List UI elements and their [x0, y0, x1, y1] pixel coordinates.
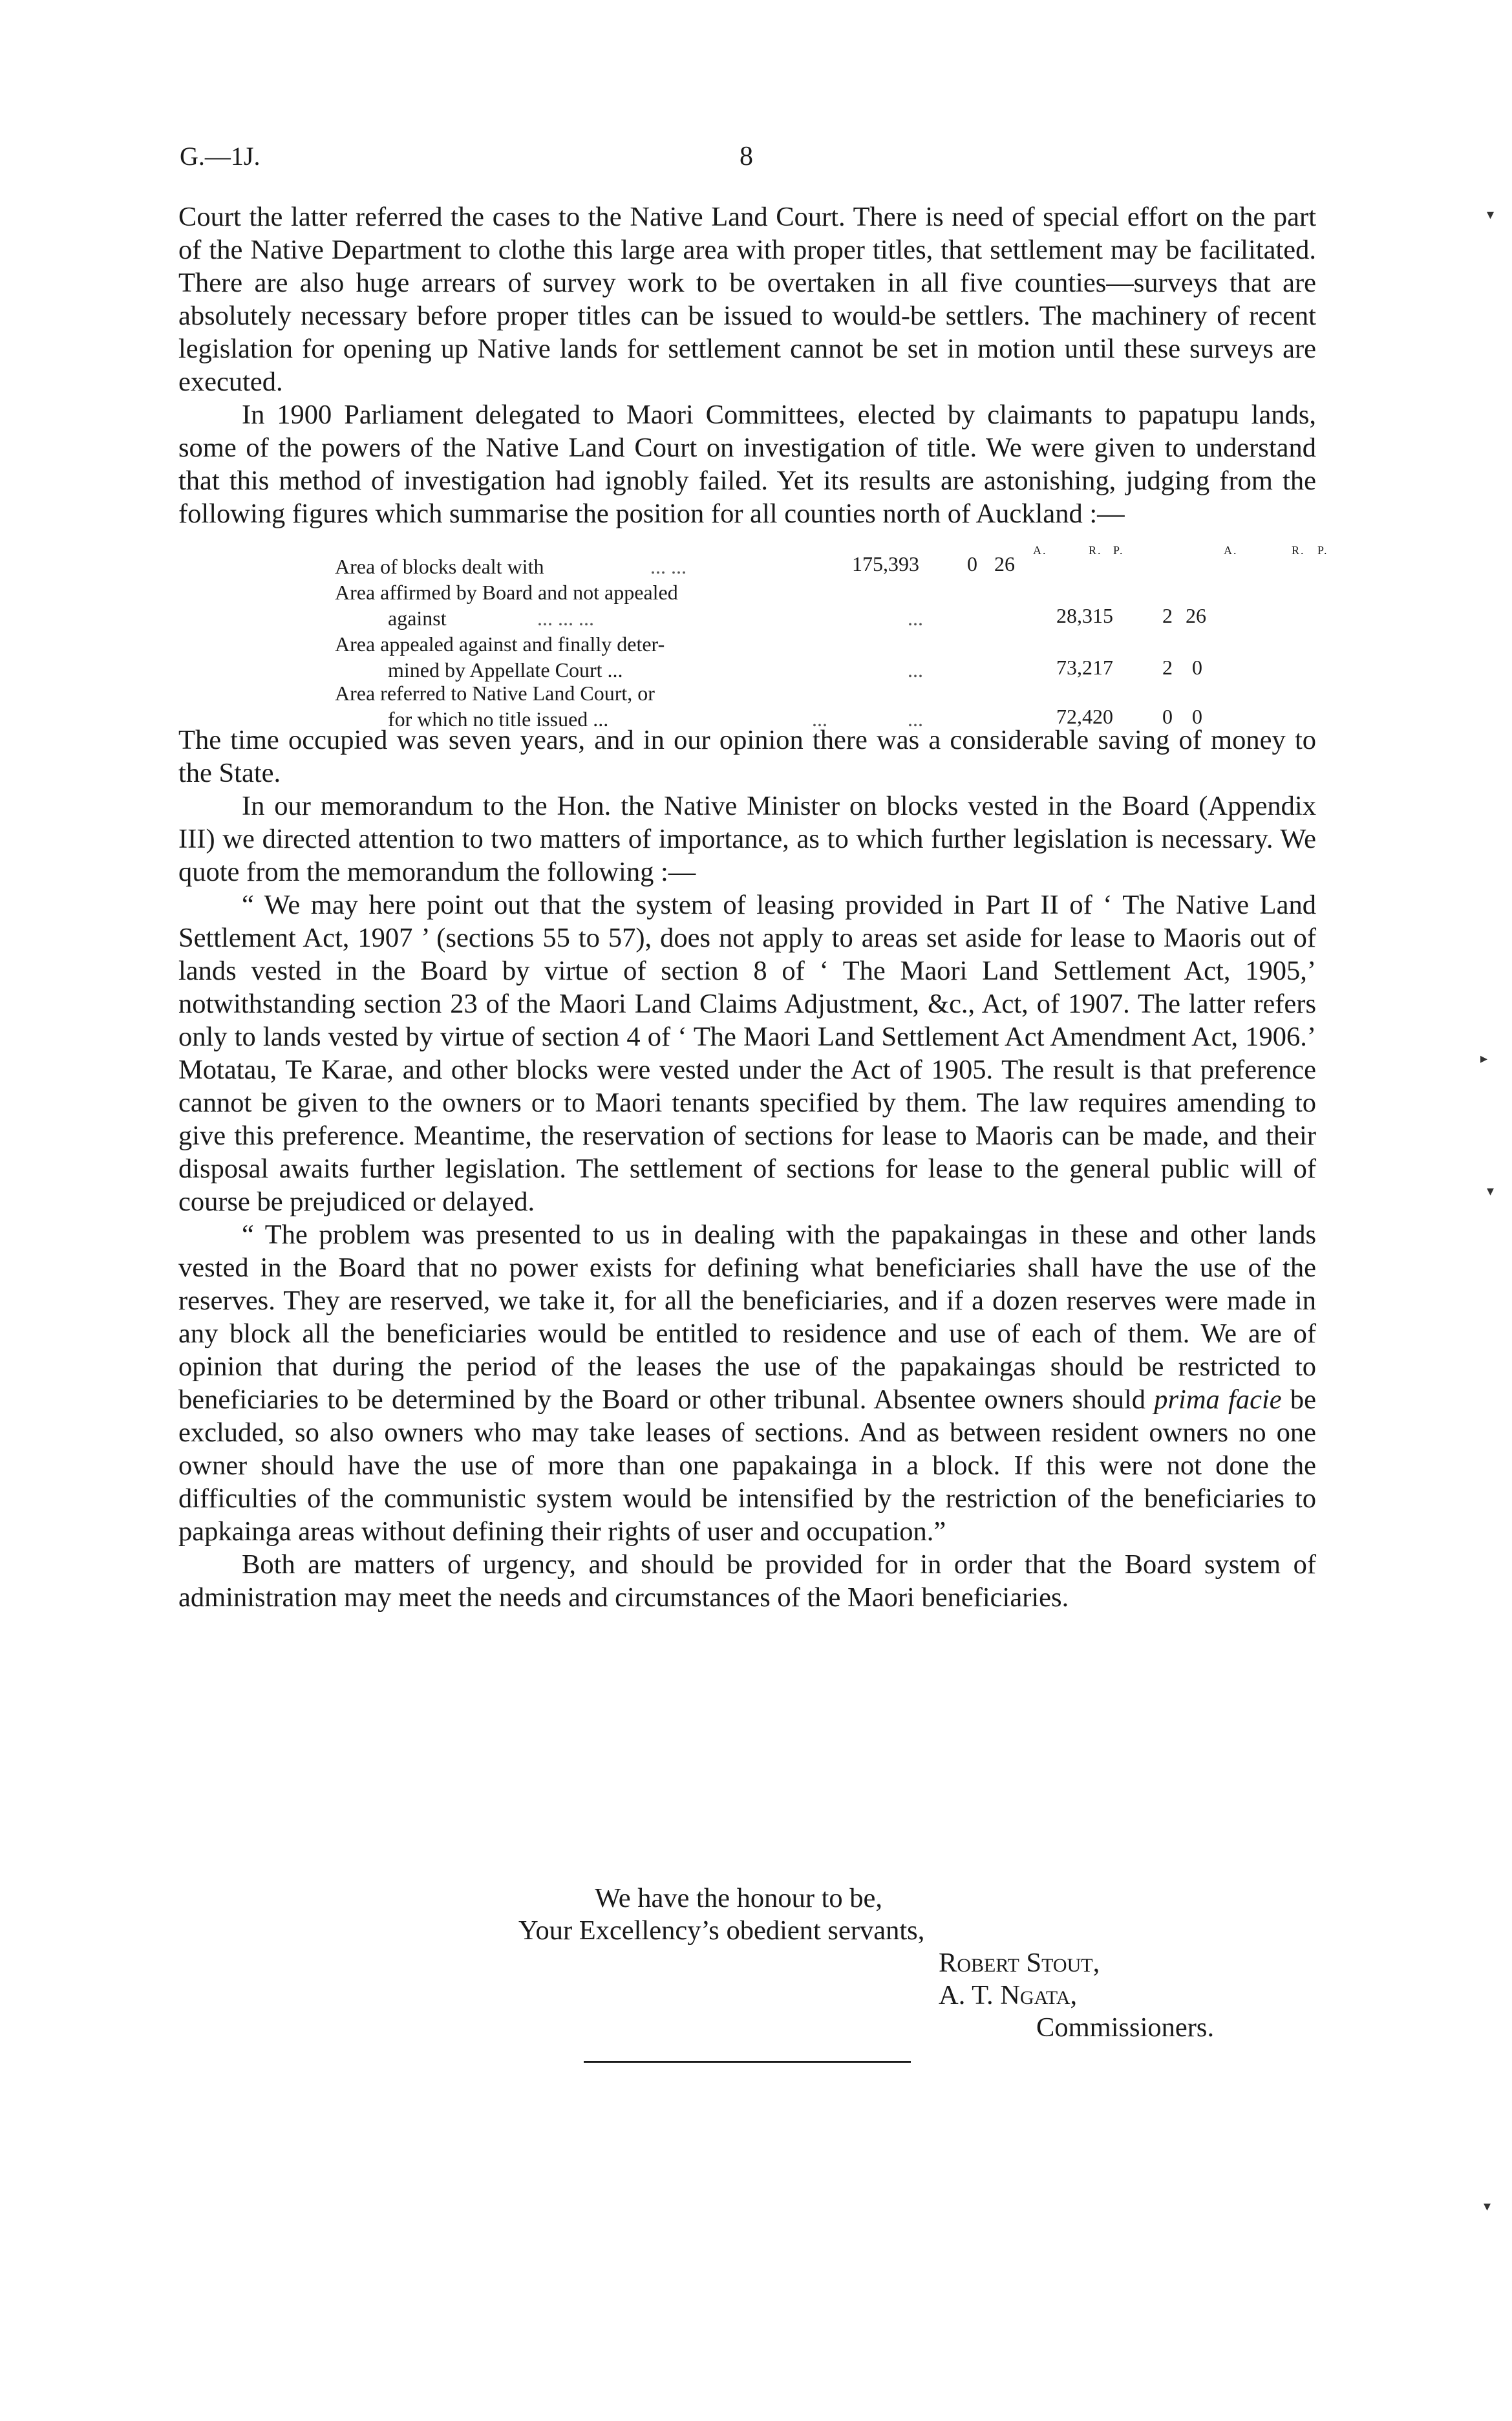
page-header: [180, 141, 1337, 180]
acres-value: 28,315: [1056, 604, 1113, 627]
perches-value: 0: [1192, 656, 1202, 679]
col-header-roods: R.: [1089, 544, 1102, 557]
row-label-continued: against: [388, 607, 447, 630]
margin-mark: ▾: [1487, 1183, 1495, 1200]
row-label: Area appealed against and finally deter-: [335, 632, 665, 656]
margin-mark: ▾: [1487, 207, 1495, 223]
leader-dots: ...: [908, 658, 923, 682]
acres-value: 72,420: [1056, 705, 1113, 728]
roods-value: 0: [967, 552, 977, 576]
signatory-2: A. T. Ngata,: [939, 1980, 1078, 2010]
row-label-continued: mined by Appellate Court ...: [388, 658, 623, 682]
document-reference: G.—1J.: [180, 142, 261, 171]
area-table: [178, 530, 1328, 731]
perches-value: 26: [1186, 604, 1206, 627]
col-header-acres: A.: [1033, 544, 1047, 557]
perches-value: 0: [1192, 705, 1202, 728]
perches-value: 26: [994, 552, 1015, 576]
leader-dots: ... ... ...: [537, 607, 594, 630]
paragraph-3: The time occupied was seven years, and in our opinion there was a considerable saving of money to the State.: [178, 725, 1316, 788]
col-header-roods: R.: [1292, 544, 1305, 557]
leader-dots: ...: [812, 707, 827, 731]
leader-dots: ... ...: [650, 555, 687, 578]
quote-text: “ The problem was presented to us in dealing with the papakaingas in these and other lands vested in the Board that no power exists for defining what beneficiaries shall have the use of the reserves. They are reserved, we take it, for all the beneficiaries, and if a dozen reserves were made in any block all the beneficiaries would be entitled to residence and use of each of them. We are of opinion that during the period of the leases the use of the papakaingas should be restricted to beneficiaries to be determined by the Board or other tribunal. Absentee owners should: [178, 1220, 1316, 1415]
closing-line-2: Your Excellency’s obedient servants,: [518, 1915, 925, 1946]
closing-line-1: We have the honour to be,: [595, 1883, 883, 1913]
roods-value: 2: [1162, 604, 1173, 627]
col-header-perches: P.: [1113, 544, 1124, 557]
row-label: Area referred to Native Land Court, or: [335, 682, 655, 705]
acres-value: 175,393: [852, 552, 919, 576]
acres-value: 73,217: [1056, 656, 1113, 679]
italic-phrase: prima facie: [1154, 1384, 1282, 1415]
signatory-1: Robert Stout,: [939, 1948, 1100, 1978]
paragraph-1: Court the latter referred the cases to the Native Land Court. There is need of special effort on the part of the Native Department to clothe this large area with proper titles, that settlement may be facilitated. There are also huge arrears of survey work to be overtaken in all five counties—surveys that are absolutely necessary before proper titles can be issued to would-be settlers. The machinery of recent legislation for opening up Native lands for settlement cannot be set in motion until these surveys are executed.: [178, 202, 1316, 397]
paragraph-4: In our memorandum to the Hon. the Native Minister on blocks vested in the Board (Appendix III) we directed attention to two matters of importance, as to which further legislation is necessary. We quote from the memorandum the following :—: [178, 791, 1316, 887]
roods-value: 0: [1162, 705, 1173, 728]
page-number: 8: [740, 142, 753, 171]
leader-dots: ...: [908, 707, 923, 731]
paragraph-7: Both are matters of urgency, and should be provided for in order that the Board system of administration may meet the needs and circumstances of the Maori beneficiaries.: [178, 1549, 1316, 1613]
quoted-paragraph-1: “ We may here point out that the system of leasing provided in Part II of ‘ The Native Land Settlement Act, 1907 ’ (sections 55 to 57), does not apply to areas set aside for lease to Maoris out of lands vested in the Board by virtue of section 8 of ‘ The Maori Land Settlement Act, 1905,’ notwithstanding section 23 of the Maori Land Claims Adjustment, &c., Act, of 1907. The latter refers only to lands vested by virtue of section 4 of ‘ The Maori Land Settlement Act Amendment Act, 1906.’ Motatau, Te Karae, and other blocks were vested under the Act of 1905. The result is that preference cannot be given to the owners or to Maori tenants specified by them. The law requires amending to give this preference. Meantime, the reservation of sections for lease to Maoris can be made, and their disposal awaits further legislation. The settlement of sections for lease to the general public will of course be prejudiced or delayed.: [178, 890, 1316, 1217]
quoted-paragraph-2: [178, 1218, 1316, 1548]
col-header-acres: A.: [1224, 544, 1238, 557]
row-label: Area of blocks dealt with: [335, 555, 544, 578]
roods-value: 2: [1162, 656, 1173, 679]
quote-text: be excluded, so also owners who may take leases of sections. And as between resident owners no one owner should have the use of more than one papakainga in a block. If this were not done the difficulties of the communistic system would be intensified by the restriction of the beneficiaries to papkainga areas without defining their rights of user and occupation.”: [178, 1384, 1317, 1547]
leader-dots: ...: [908, 607, 923, 630]
closing-rule: [584, 2061, 911, 2063]
margin-mark: ▾: [1484, 2199, 1491, 2215]
col-header-perches: P.: [1317, 544, 1328, 557]
body-text: [178, 200, 1328, 1614]
row-label: Area affirmed by Board and not appealed: [335, 581, 678, 604]
signatory-role: Commissioners.: [1036, 2012, 1215, 2043]
paragraph-2: In 1900 Parliament delegated to Maori Committees, elected by claimants to papatupu lands, some of the powers of the Native Land Court on investigation of title. We were given to understand that this method of investigation had ignobly failed. Yet its results are astonishing, judging from the following figures which summarise the position for all counties north of Auckland :—: [178, 400, 1316, 529]
margin-mark: ▸: [1480, 1051, 1488, 1067]
row-label-continued: for which no title issued ...: [388, 707, 609, 731]
